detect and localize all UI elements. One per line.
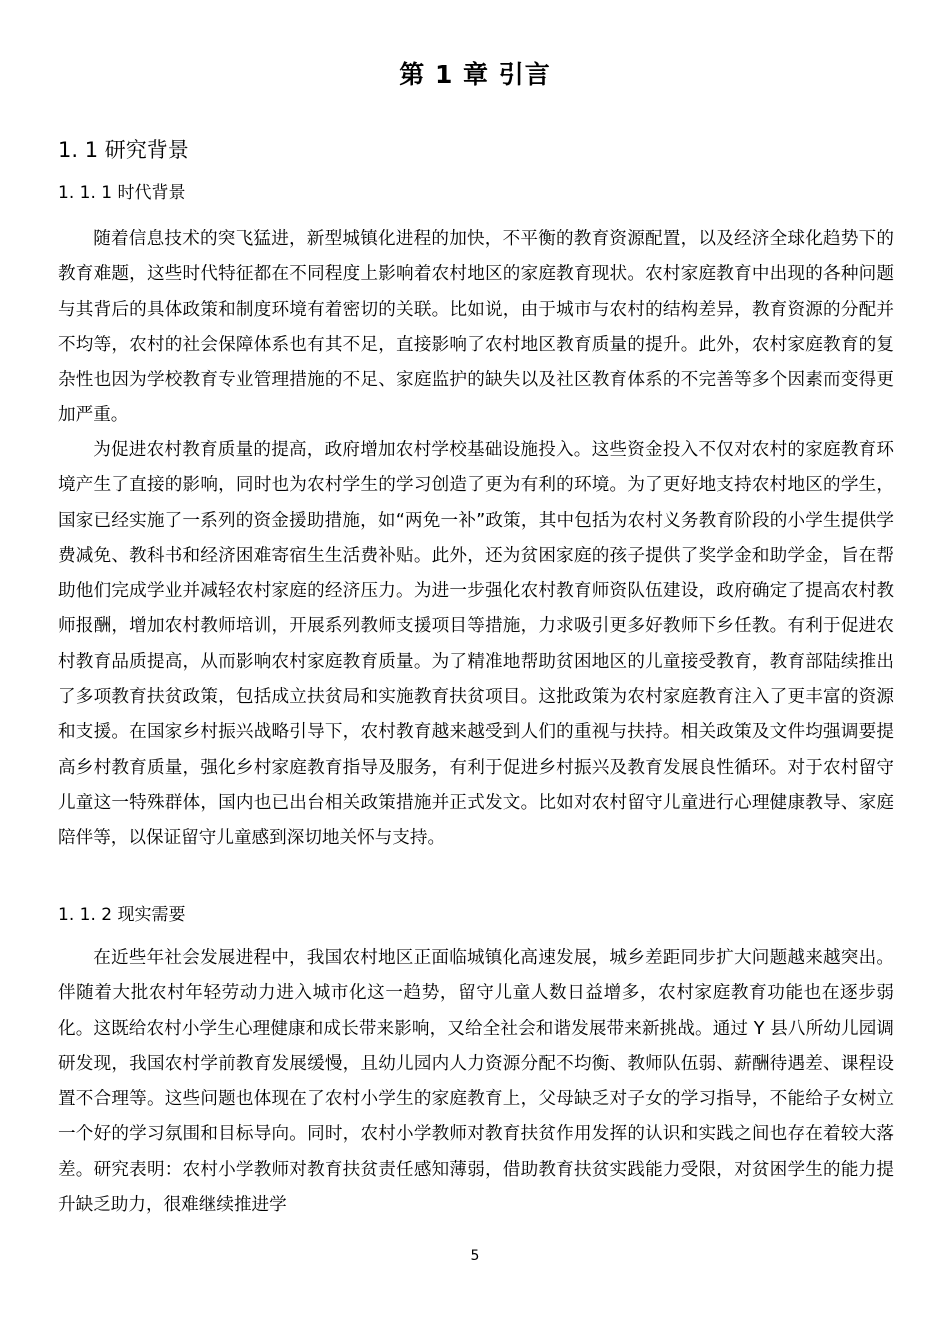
subsection-heading-1-1-2: 1. 1. 2 现实需要 [58,905,186,925]
page-number: 5 [470,1248,480,1264]
subsection-heading-1-1-1: 1. 1. 1 时代背景 [58,183,186,203]
paragraph-1: 随着信息技术的突飞猛进，新型城镇化进程的加快，不平衡的教育资源配置，以及经济全球化趋势下的教育难题，这些时代特征都在不同程度上影响着农村地区的家庭教育现状。农村家庭教育中出现的各种问题与其背后的具体政策和制度环境有着密切的关联。比如说，由于城市与农村的结构差异，教育资源的分配并不均等，农村的社会保障体系也有其不足，直接影响了农村地区教育质量的提升。此外，农村家庭教育的复杂性也因为学校教育专业管理措施的不足、家庭监护的缺失以及社区教育体系的不完善等多个因素而变得更加严重。 [58,229,894,426]
section-heading: 1. 1 研究背景 [58,138,189,162]
paragraph-3: 在近些年社会发展进程中，我国农村地区正面临城镇化高速发展，城乡差距同步扩大问题越来越突出。伴随着大批农村年轻劳动力进入城市化这一趋势，留守儿童人数日益增多，农村家庭教育功能也在逐步弱化。这既给农村小学生心理健康和成长带来影响，又给全社会和谐发展带来新挑战。通过 Y 县八所幼儿园调研发现，我国农村学前教育发展缓慢，且幼儿园内人力资源分配不均衡、教师队伍弱、薪酬待遇差、课程设置不合理等。这些问题也体现在了农村小学生的家庭教育上，父母缺乏对子女的学习指导，不能给子女树立一个好的学习氛围和目标导向。同时，农村小学教师对教育扶贫作用发挥的认识和实践之间也存在着较大落差。研究表明：农村小学教师对教育扶贫责任感知薄弱，借助教育扶贫实践能力受限，对贫困学生的能力提升缺乏助力，很难继续推进学 [58,948,894,1216]
paragraph-2: 为促进农村教育质量的提高，政府增加农村学校基础设施投入。这些资金投入不仅对农村的家庭教育环境产生了直接的影响，同时也为农村学生的学习创造了更为有利的环境。为了更好地支持农村地区的学生，国家已经实施了一系列的资金援助措施，如“两免一补”政策，其中包括为农村义务教育阶段的小学生提供学费减免、教科书和经济困难寄宿生生活费补贴。此外，还为贫困家庭的孩子提供了奖学金和助学金，旨在帮助他们完成学业并减轻农村家庭的经济压力。为进一步强化农村教育师资队伍建设，政府确定了提高农村教师报酬，增加农村教师培训，开展系列教师支援项目等措施，力求吸引更多好教师下乡任教。有利于促进农村教育品质提高，从而影响农村家庭教育质量。为了精准地帮助贫困地区的儿童接受教育，教育部陆续推出了多项教育扶贫政策，包括成立扶贫局和实施教育扶贫项目。这批政策为农村家庭教育注入了更丰富的资源和支援。在国家乡村振兴战略引导下，农村教育越来越受到人们的重视与扶持。相关政策及文件均强调要提高乡村教育质量，强化乡村家庭教育指导及服务，有利于促进乡村振兴及教育发展良性循环。对于农村留守儿童这一特殊群体，国内也已出台相关政策措施并正式发文。比如对农村留守儿童进行心理健康教导、家庭陪伴等，以保证留守儿童感到深切地关怀与支持。 [58,440,894,849]
chapter-title: 第 1 章 引言 [399,60,551,89]
